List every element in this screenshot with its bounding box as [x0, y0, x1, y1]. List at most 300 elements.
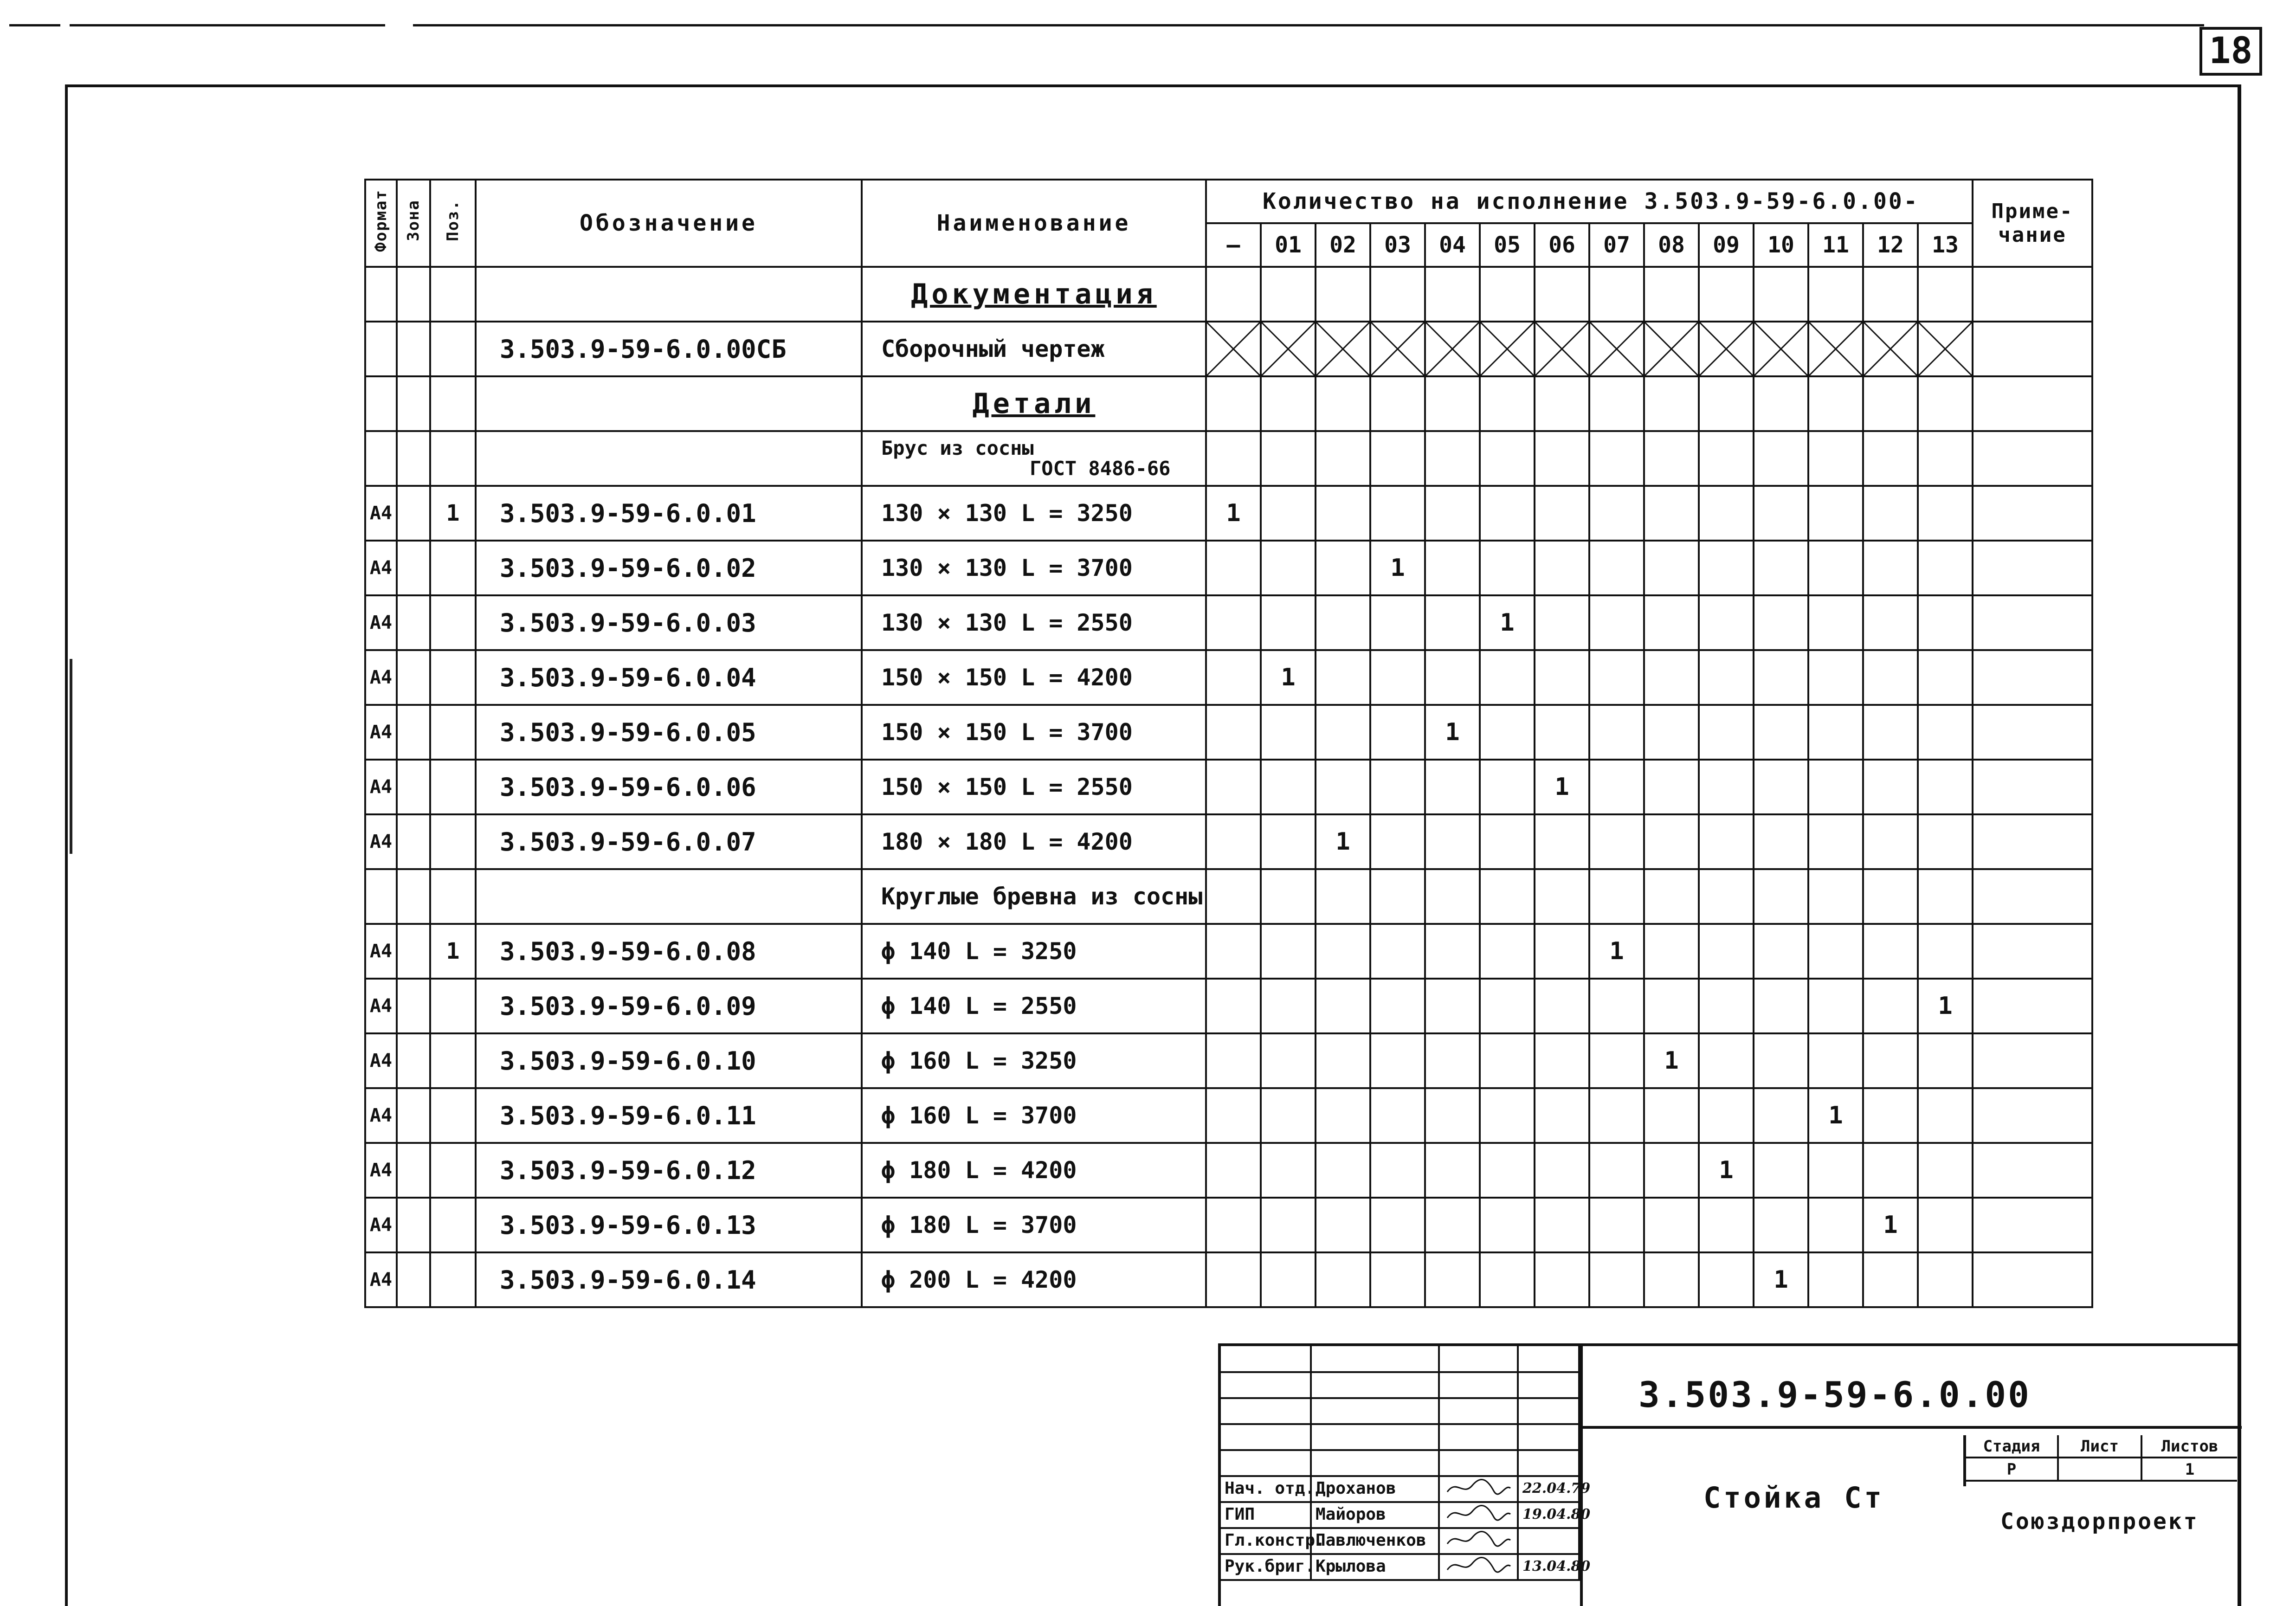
format-cell: А4 — [365, 979, 397, 1033]
signature-cell — [1440, 1398, 1519, 1423]
title-divider — [1583, 1426, 2242, 1429]
format-cell: А4 — [365, 924, 397, 979]
crossed-cell — [1261, 322, 1316, 376]
quantity-cell — [1918, 1088, 1973, 1143]
quantity-cell: 1 — [1589, 924, 1644, 979]
note-cell — [1973, 322, 2092, 376]
quantity-cell — [1863, 1252, 1918, 1307]
quantity-cell — [1370, 814, 1425, 869]
quantity-cell — [1699, 1198, 1754, 1252]
quantity-cell — [1480, 1252, 1535, 1307]
note-cell — [1973, 1143, 2092, 1198]
signature-cell — [1519, 1450, 1580, 1475]
sheet-header: Лист — [2059, 1435, 2142, 1457]
format-cell: А4 — [365, 1033, 397, 1088]
signature-cell — [1519, 1398, 1580, 1423]
pos-cell: 1 — [430, 924, 476, 979]
signature-row — [1221, 1554, 1591, 1581]
signature-cell — [1440, 1346, 1519, 1371]
quantity-cell — [1589, 979, 1644, 1033]
quantity-cell — [1754, 1088, 1808, 1143]
designation-cell: 3.503.9-59-6.0.11 — [476, 1088, 862, 1143]
quantity-cell — [1316, 1088, 1370, 1143]
name-cell: 180 × 180 L = 4200 — [862, 814, 1206, 869]
quantity-cell — [1425, 650, 1480, 705]
quantity-cell — [1808, 1252, 1863, 1307]
quantity-cell — [1370, 1143, 1425, 1198]
variant-header: 03 — [1370, 223, 1425, 267]
signature-row-empty — [1221, 1424, 1580, 1451]
name-cell: 130 × 130 L = 3250 — [862, 486, 1206, 541]
quantity-cell — [1589, 650, 1644, 705]
name-cell: 130 × 130 L = 2550 — [862, 595, 1206, 650]
table-row — [365, 979, 2092, 1033]
quantity-cell — [1918, 1033, 1973, 1088]
quantity-cell: 1 — [1863, 1198, 1918, 1252]
quantity-cell — [1425, 1198, 1480, 1252]
variant-header: 11 — [1808, 223, 1863, 267]
col-quantity-header: Количество на исполнение 3.503.9-59-6.0.00- — [1206, 180, 1973, 223]
signature-cell — [1440, 1450, 1519, 1475]
signature-cell — [1221, 1372, 1312, 1397]
quantity-cell — [1589, 760, 1644, 814]
name-cell: ϕ 180 L = 4200 — [862, 1143, 1206, 1198]
drawing-name: Стойка Ст — [1703, 1481, 1884, 1515]
quantity-cell — [1808, 486, 1863, 541]
quantity-cell — [1644, 1198, 1699, 1252]
quantity-cell — [1589, 1198, 1644, 1252]
signature-name: Павлюченков — [1312, 1528, 1440, 1553]
quantity-cell — [1206, 924, 1261, 979]
quantity-cell — [1370, 869, 1425, 924]
quantity-cell — [1535, 979, 1589, 1033]
table-row — [365, 869, 2092, 924]
signature-role: Рук.бриг. — [1221, 1554, 1312, 1579]
signature-cell — [1221, 1398, 1312, 1423]
signature-mark — [1440, 1502, 1519, 1527]
stage-header: Стадия — [1966, 1435, 2059, 1457]
designation-cell: 3.503.9-59-6.0.02 — [476, 541, 862, 595]
table-row — [365, 1252, 2092, 1307]
quantity-cell — [1206, 595, 1261, 650]
quantity-cell — [1425, 1143, 1480, 1198]
quantity-cell — [1370, 760, 1425, 814]
signature-name: Крылова — [1312, 1554, 1440, 1579]
format-cell: А4 — [365, 541, 397, 595]
designation-cell: 3.503.9-59-6.0.14 — [476, 1252, 862, 1307]
table-row — [365, 650, 2092, 705]
organization-name: Союздорпроект — [2000, 1509, 2199, 1535]
quantity-cell — [1644, 650, 1699, 705]
title-block — [1218, 1343, 2241, 1606]
quantity-cell — [1316, 1033, 1370, 1088]
designation-cell: 3.503.9-59-6.0.03 — [476, 595, 862, 650]
quantity-cell: 1 — [1754, 1252, 1808, 1307]
quantity-cell — [1863, 1033, 1918, 1088]
format-cell: А4 — [365, 650, 397, 705]
quantity-cell — [1206, 650, 1261, 705]
quantity-cell — [1754, 979, 1808, 1033]
quantity-cell — [1699, 486, 1754, 541]
crossed-cell — [1644, 322, 1699, 376]
signature-row — [1221, 1502, 1591, 1529]
quantity-cell — [1863, 979, 1918, 1033]
quantity-cell — [1644, 924, 1699, 979]
quantity-cell — [1261, 1088, 1316, 1143]
note-cell — [1973, 541, 2092, 595]
quantity-cell — [1370, 979, 1425, 1033]
quantity-cell — [1808, 814, 1863, 869]
note-cell — [1973, 1198, 2092, 1252]
quantity-cell: 1 — [1918, 979, 1973, 1033]
quantity-cell — [1480, 650, 1535, 705]
quantity-cell — [1644, 486, 1699, 541]
variant-header: 06 — [1535, 223, 1589, 267]
quantity-cell — [1316, 1143, 1370, 1198]
format-cell: А4 — [365, 1252, 397, 1307]
quantity-cell: 1 — [1480, 595, 1535, 650]
quantity-cell — [1808, 541, 1863, 595]
table-row — [365, 486, 2092, 541]
quantity-cell — [1370, 486, 1425, 541]
signature-date: 22.04.79 — [1519, 1476, 1580, 1501]
quantity-cell — [1918, 486, 1973, 541]
quantity-cell — [1535, 1088, 1589, 1143]
variant-header: — — [1206, 223, 1261, 267]
quantity-cell — [1644, 869, 1699, 924]
quantity-cell — [1206, 1143, 1261, 1198]
note-cell — [1973, 1252, 2092, 1307]
quantity-cell — [1863, 650, 1918, 705]
quantity-cell — [1535, 705, 1589, 760]
quantity-cell — [1261, 595, 1316, 650]
variant-header: 10 — [1754, 223, 1808, 267]
signature-cell — [1519, 1346, 1580, 1371]
variant-header: 08 — [1644, 223, 1699, 267]
quantity-cell — [1754, 924, 1808, 979]
designation-cell: 3.503.9-59-6.0.13 — [476, 1198, 862, 1252]
note-cell — [1973, 869, 2092, 924]
brus-line1: Брус из сосны — [881, 437, 1034, 459]
quantity-cell — [1370, 595, 1425, 650]
zone-cell — [397, 1198, 430, 1252]
quantity-cell — [1425, 760, 1480, 814]
zone-cell — [397, 650, 430, 705]
note-cell — [1973, 650, 2092, 705]
quantity-cell — [1316, 924, 1370, 979]
quantity-cell — [1589, 705, 1644, 760]
quantity-cell — [1754, 541, 1808, 595]
format-cell: А4 — [365, 1088, 397, 1143]
signature-mark — [1440, 1554, 1519, 1579]
designation-cell: 3.503.9-59-6.0.01 — [476, 486, 862, 541]
quantity-cell — [1589, 869, 1644, 924]
quantity-cell — [1206, 1033, 1261, 1088]
quantity-cell — [1918, 869, 1973, 924]
crossed-cell — [1370, 322, 1425, 376]
scan-mark — [70, 659, 72, 854]
name-cell: ϕ 160 L = 3700 — [862, 1088, 1206, 1143]
zone-cell — [397, 1143, 430, 1198]
zone-cell — [397, 869, 430, 924]
quantity-cell — [1480, 760, 1535, 814]
signature-cell — [1440, 1424, 1519, 1449]
signature-cell — [1312, 1398, 1440, 1423]
quantity-cell — [1918, 650, 1973, 705]
pos-cell — [430, 595, 476, 650]
quantity-cell — [1206, 1252, 1261, 1307]
section-row — [365, 376, 2092, 431]
table-row — [365, 760, 2092, 814]
pos-cell — [430, 650, 476, 705]
quantity-cell — [1480, 1033, 1535, 1088]
col-designation-header: Обозначение — [476, 180, 862, 267]
zone-cell — [397, 1033, 430, 1088]
quantity-cell — [1316, 541, 1370, 595]
quantity-cell — [1261, 979, 1316, 1033]
quantity-cell — [1261, 869, 1316, 924]
format-cell: А4 — [365, 486, 397, 541]
quantity-cell — [1370, 650, 1425, 705]
note-cell — [1973, 1033, 2092, 1088]
brus-line2: ГОСТ 8486-66 — [1030, 457, 1171, 480]
name-cell: 150 × 150 L = 2550 — [862, 760, 1206, 814]
quantity-cell — [1754, 1033, 1808, 1088]
crossed-cell — [1316, 322, 1370, 376]
quantity-cell — [1754, 595, 1808, 650]
variant-header: 05 — [1480, 223, 1535, 267]
quantity-cell — [1808, 595, 1863, 650]
quantity-cell — [1480, 705, 1535, 760]
quantity-cell — [1644, 814, 1699, 869]
quantity-cell — [1535, 1198, 1589, 1252]
name-cell: ϕ 160 L = 3250 — [862, 1033, 1206, 1088]
signature-date: 13.04.80 — [1519, 1554, 1580, 1579]
quantity-cell — [1425, 486, 1480, 541]
format-cell — [365, 869, 397, 924]
note-cell — [1973, 814, 2092, 869]
signature-mark — [1440, 1528, 1519, 1553]
variant-header: 01 — [1261, 223, 1316, 267]
designation-cell: 3.503.9-59-6.0.04 — [476, 650, 862, 705]
quantity-cell — [1425, 814, 1480, 869]
quantity-cell — [1370, 924, 1425, 979]
designation-cell: 3.503.9-59-6.0.08 — [476, 924, 862, 979]
quantity-cell — [1535, 924, 1589, 979]
specification-table — [364, 179, 2093, 1308]
quantity-cell — [1754, 760, 1808, 814]
quantity-cell — [1863, 486, 1918, 541]
quantity-cell: 1 — [1535, 760, 1589, 814]
name-cell: ϕ 180 L = 3700 — [862, 1198, 1206, 1252]
quantity-cell — [1316, 595, 1370, 650]
quantity-cell — [1206, 979, 1261, 1033]
format-cell: А4 — [365, 1198, 397, 1252]
quantity-cell — [1316, 1198, 1370, 1252]
signature-role: Гл.констр. — [1221, 1528, 1312, 1553]
format-cell: А4 — [365, 814, 397, 869]
stage-value: Р — [1966, 1458, 2059, 1480]
sheet-value — [2059, 1458, 2142, 1480]
quantity-cell — [1699, 869, 1754, 924]
quantity-cell — [1535, 1033, 1589, 1088]
pos-cell — [430, 1143, 476, 1198]
variant-header: 13 — [1918, 223, 1973, 267]
quantity-cell — [1918, 760, 1973, 814]
quantity-cell — [1261, 486, 1316, 541]
quantity-cell — [1261, 705, 1316, 760]
quantity-cell — [1863, 541, 1918, 595]
quantity-cell — [1425, 1252, 1480, 1307]
stage-table — [1963, 1435, 2237, 1486]
quantity-cell — [1206, 541, 1261, 595]
quantity-cell — [1261, 541, 1316, 595]
col-note-header: Приме-чание — [1973, 180, 2092, 267]
pos-cell — [430, 705, 476, 760]
quantity-cell — [1863, 705, 1918, 760]
quantity-cell — [1370, 1252, 1425, 1307]
quantity-cell — [1425, 595, 1480, 650]
quantity-cell — [1754, 1198, 1808, 1252]
quantity-cell — [1425, 924, 1480, 979]
quantity-cell: 1 — [1261, 650, 1316, 705]
quantity-cell — [1808, 760, 1863, 814]
pos-cell: 1 — [430, 486, 476, 541]
frame-top-dash — [9, 24, 60, 26]
quantity-cell — [1316, 486, 1370, 541]
variant-header: 02 — [1316, 223, 1370, 267]
designation-cell — [476, 869, 862, 924]
signature-row — [1221, 1476, 1591, 1503]
signature-name: Дроханов — [1312, 1476, 1440, 1501]
note-cell — [1973, 486, 2092, 541]
format-cell: А4 — [365, 1143, 397, 1198]
quantity-cell — [1808, 1143, 1863, 1198]
table-row — [365, 924, 2092, 979]
signature-row-empty — [1221, 1372, 1580, 1399]
quantity-cell — [1918, 595, 1973, 650]
quantity-cell — [1644, 760, 1699, 814]
signature-date: 19.04.80 — [1519, 1502, 1580, 1527]
pos-cell — [430, 1252, 476, 1307]
note-cell — [1973, 595, 2092, 650]
quantity-cell — [1918, 705, 1973, 760]
quantity-cell — [1699, 1088, 1754, 1143]
table-row — [365, 814, 2092, 869]
quantity-cell — [1754, 705, 1808, 760]
quantity-cell — [1480, 1143, 1535, 1198]
quantity-cell — [1918, 814, 1973, 869]
pos-cell — [430, 1033, 476, 1088]
sheets-header: Листов — [2161, 1437, 2219, 1456]
quantity-cell — [1206, 1088, 1261, 1143]
quantity-cell — [1316, 1252, 1370, 1307]
designation-cell: 3.503.9-59-6.0.07 — [476, 814, 862, 869]
subsection-row — [365, 431, 2092, 486]
designation-cell: 3.503.9-59-6.0.12 — [476, 1143, 862, 1198]
quantity-cell — [1206, 814, 1261, 869]
name-cell: ϕ 140 L = 3250 — [862, 924, 1206, 979]
quantity-cell — [1425, 1088, 1480, 1143]
zone-cell — [397, 705, 430, 760]
subsection-round-logs: Круглые бревна из сосны — [862, 869, 1206, 924]
quantity-cell — [1316, 705, 1370, 760]
quantity-cell — [1699, 814, 1754, 869]
frame-top-dash — [70, 24, 385, 26]
quantity-cell — [1535, 1143, 1589, 1198]
name-cell: ϕ 200 L = 4200 — [862, 1252, 1206, 1307]
note-cell — [1973, 924, 2092, 979]
quantity-cell — [1808, 924, 1863, 979]
signature-row-empty — [1221, 1450, 1580, 1477]
quantity-cell — [1644, 1143, 1699, 1198]
signature-cell — [1440, 1372, 1519, 1397]
quantity-cell — [1535, 486, 1589, 541]
quantity-cell — [1589, 814, 1644, 869]
variant-header: 09 — [1699, 223, 1754, 267]
signature-row-empty — [1221, 1398, 1580, 1425]
zone-cell — [397, 595, 430, 650]
quantity-cell — [1480, 979, 1535, 1033]
quantity-cell — [1370, 705, 1425, 760]
quantity-cell — [1261, 924, 1316, 979]
quantity-cell — [1644, 1088, 1699, 1143]
subsection-brus — [862, 431, 1206, 486]
zone-cell — [397, 1252, 430, 1307]
quantity-cell — [1754, 486, 1808, 541]
col-zone-header: Зона — [397, 180, 430, 267]
crossed-cell — [1918, 322, 1973, 376]
variant-header: 04 — [1425, 223, 1480, 267]
format-cell: А4 — [365, 705, 397, 760]
quantity-cell — [1918, 924, 1973, 979]
sheets-value: 1 — [2185, 1460, 2195, 1479]
quantity-cell — [1754, 814, 1808, 869]
quantity-cell — [1808, 869, 1863, 924]
quantity-cell — [1863, 814, 1918, 869]
quantity-cell — [1754, 869, 1808, 924]
quantity-cell — [1316, 760, 1370, 814]
pos-cell — [430, 1088, 476, 1143]
signature-cell — [1312, 1450, 1440, 1475]
crossed-cell — [1480, 322, 1535, 376]
format-cell: А4 — [365, 595, 397, 650]
pos-cell — [430, 541, 476, 595]
format-cell: А4 — [365, 760, 397, 814]
crossed-cell — [1535, 322, 1589, 376]
quantity-cell — [1261, 1033, 1316, 1088]
quantity-cell: 1 — [1206, 486, 1261, 541]
section-row — [365, 267, 2092, 322]
quantity-cell — [1480, 869, 1535, 924]
pos-cell — [430, 979, 476, 1033]
signature-cell — [1519, 1372, 1580, 1397]
table-row — [365, 1198, 2092, 1252]
signature-role: ГИП — [1221, 1502, 1312, 1527]
pos-cell — [430, 760, 476, 814]
col-format-header: Формат — [365, 180, 397, 267]
quantity-cell — [1589, 541, 1644, 595]
quantity-cell — [1808, 979, 1863, 1033]
section-details: Детали — [862, 376, 1206, 431]
quantity-cell — [1699, 595, 1754, 650]
crossed-cell — [1808, 322, 1863, 376]
quantity-cell — [1535, 650, 1589, 705]
quantity-cell — [1370, 1088, 1425, 1143]
table-row — [365, 705, 2092, 760]
zone-cell — [397, 486, 430, 541]
quantity-cell — [1480, 486, 1535, 541]
